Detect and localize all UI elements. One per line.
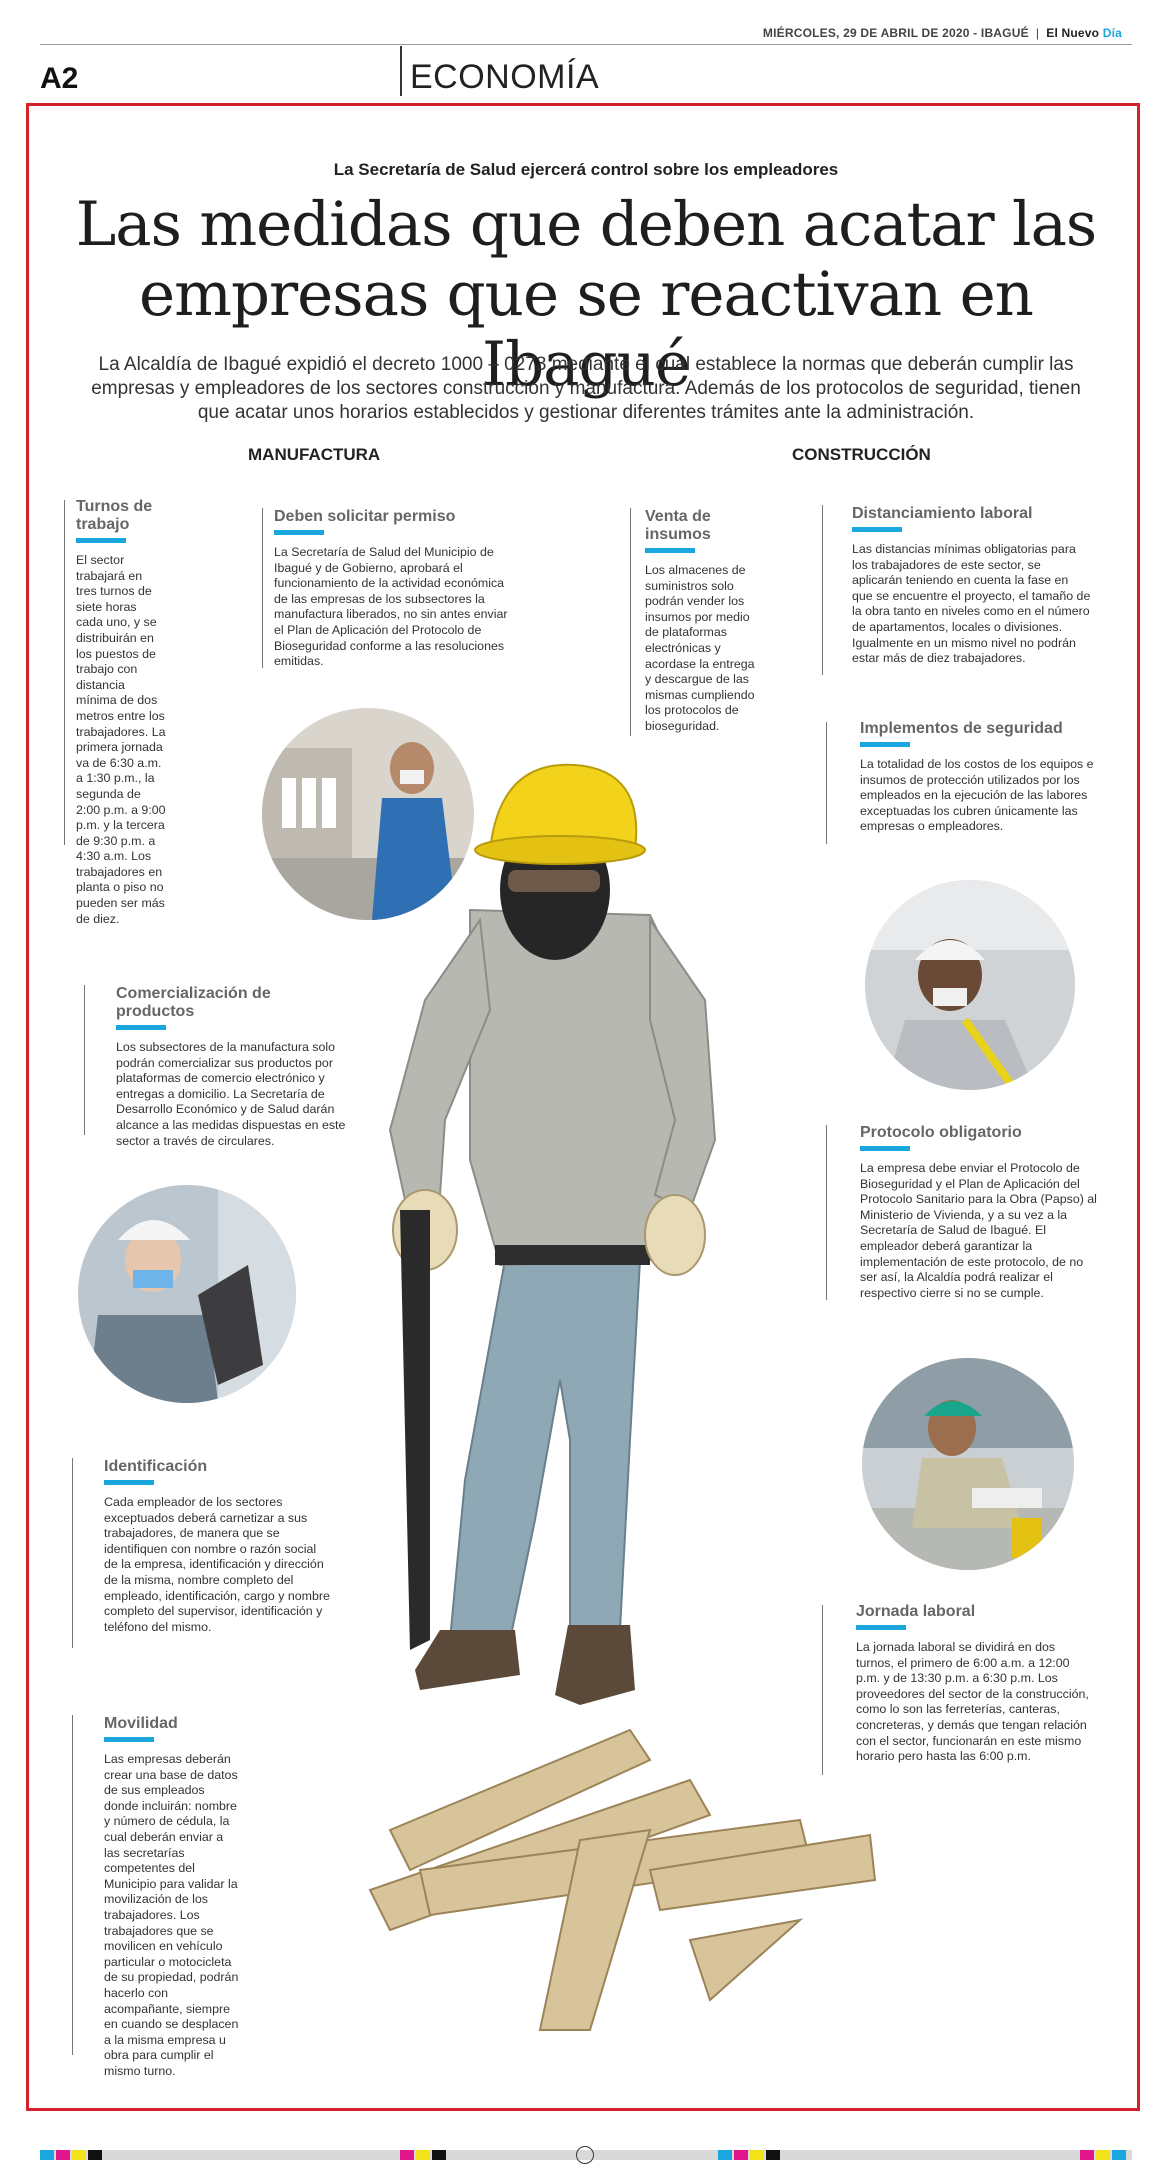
item-movilidad — [104, 1715, 242, 2079]
dek: La Alcaldía de Ibagué expidió el decreto 1000 – 0273 mediante el cual establece la normas que deberán cumplir las empresas y empleadores de los sectores construcción y manufactura. Además de los protocolos de seguridad, tienen que acatar unos horarios establecidos y gestionar diferentes trámites ante la administración. — [91, 354, 1081, 423]
item-title-movilidad: Movilidad — [104, 1715, 178, 1732]
item-body-jornada: La jornada laboral se dividirá en dos turnos, el primero de 6:00 a.m. a 12:00 p.m. y de 13:30 p.m. a 6:30 p.m. Los proveedores del sector de la construcción, como lo son las ferreterías, canteras, concreteras, y demás que tengan relación con el sector, funcionarán en este mismo horario pero hasta las 6:00 p.m. — [856, 1640, 1089, 1764]
kicker: La Secretaría de Salud ejercerá control sobre los empleadores — [333, 160, 839, 179]
accent-rule — [104, 1480, 154, 1485]
item-body-movilidad: Las empresas deberán crear una base de datos de sus empleados donde incluirán: nombre y número de cédula, la cual deberán enviar a las secretarías competentes del Municipio para validar la movilización de los trabajadores. Los trabajadores que se movilicen en vehículo particular o motocicleta de su propiedad, podrán hacerlo con acompañante, siempre en cuando se desplacen a la misma empresa u obra para cumplir el mismo turno. — [104, 1752, 239, 2078]
item-title-turnos: Turnos de trabajo — [76, 498, 153, 533]
registration-magenta — [400, 2150, 414, 2160]
section-title: ECONOMÍA — [410, 58, 600, 96]
dateline: MIÉRCOLES, 29 DE ABRIL DE 2020 - IBAGUÉ | El Nuevo Día — [762, 26, 1122, 40]
accent-rule — [856, 1625, 906, 1630]
construction-worker-illustration — [330, 740, 890, 2040]
registration-magenta — [1080, 2150, 1094, 2160]
accent-rule — [76, 538, 126, 543]
registration-black — [766, 2150, 780, 2160]
section-divider — [400, 46, 402, 96]
column-head-manufactura: MANUFACTURA — [248, 445, 381, 464]
header-rule — [40, 44, 1132, 45]
page-number: A2 — [40, 62, 79, 95]
brand-name-accent: Día — [1102, 26, 1122, 40]
item-comercializacion — [116, 985, 346, 1149]
accent-rule — [645, 548, 695, 553]
item-identificacion — [104, 1458, 332, 1635]
accent-rule — [852, 527, 902, 532]
item-body-implementos: La totalidad de los costos de los equipos e insumos de protección utilizados por los empleados en la ejecución de las labores exceptuadas los cubren únicamente las empresas o empleadores. — [860, 757, 1094, 834]
item-turnos — [76, 498, 166, 927]
item-title-jornada: Jornada laboral — [856, 1603, 976, 1620]
accent-rule — [860, 1146, 910, 1151]
registration-yellow — [1096, 2150, 1110, 2160]
headline-line-1: Las medidas que deben acatar las — [75, 189, 1097, 260]
item-title-comercializacion: Comercialización de productos — [116, 985, 271, 1020]
registration-yellow — [750, 2150, 764, 2160]
item-jornada — [856, 1603, 1096, 1765]
accent-rule — [860, 742, 910, 747]
registration-yellow — [416, 2150, 430, 2160]
brand-logo — [1046, 26, 1122, 40]
brand-name: El Nuevo — [1046, 26, 1103, 40]
headline-line-2: empresas que se reactivan en Ibagué — [139, 259, 1033, 400]
item-body-distanciamiento: Las distancias mínimas obligatorias para los trabajadores de este sector, se aplicarán teniendo en cuenta la fase en que se encuentre el proyecto, el tamaño de la obra tanto en niveles como en el número de apartamentos, locales o divisiones. Igualmente en un mismo nivel no podrán estar más de diez trabajadores. — [852, 542, 1091, 666]
column-head-construccion: CONSTRUCCIÓN — [792, 445, 931, 464]
item-body-turnos: El sector trabajará en tres turnos de siete horas cada uno, y se distribuirán en los puestos de trabajo con distancia mínima de dos metros entre los trabajadores. La primera jornada va de 6:30 a.m. a 1:30 p.m., la segunda de 2:00 p.m. a 9:00 p.m. y la tercera de 9:30 p.m. a 4:30 a.m. Los trabajadores en planta o piso no pueden ser más de diez. — [76, 553, 166, 926]
item-implementos — [860, 720, 1095, 835]
accent-rule — [274, 530, 324, 535]
item-body-venta: Los almacenes de suministros solo podrán vender los insumos por medio de plataformas electrónicas y acordase la entrega y descargue de las mismas cumpliendo los protocolos de bioseguridad. — [645, 563, 755, 733]
photo-thumbs-up — [78, 1185, 296, 1403]
accent-rule — [104, 1737, 154, 1742]
crosshair-icon — [576, 2146, 594, 2164]
item-venta — [645, 508, 755, 735]
registration-yellow — [72, 2150, 86, 2160]
item-distanciamiento — [852, 505, 1092, 667]
item-protocolo — [860, 1124, 1100, 1301]
photo-worker-measuring — [862, 1358, 1074, 1570]
photo-seamstress — [262, 708, 474, 920]
registration-cyan — [718, 2150, 732, 2160]
registration-magenta — [56, 2150, 70, 2160]
registration-black — [88, 2150, 102, 2160]
accent-rule — [116, 1025, 166, 1030]
item-title-venta: Venta de insumos — [645, 508, 711, 543]
item-title-distanciamiento: Distanciamiento laboral — [852, 505, 1033, 522]
registration-magenta — [734, 2150, 748, 2160]
item-title-permiso: Deben solicitar permiso — [274, 508, 456, 525]
registration-cyan — [1112, 2150, 1126, 2160]
item-title-identificacion: Identificación — [104, 1458, 208, 1475]
dateline-text: MIÉRCOLES, 29 DE ABRIL DE 2020 - IBAGUÉ — [762, 26, 1029, 40]
registration-black — [432, 2150, 446, 2160]
item-title-protocolo: Protocolo obligatorio — [860, 1124, 1022, 1141]
item-body-protocolo: La empresa debe enviar el Protocolo de Bioseguridad y el Plan de Aplicación del Protocolo Sanitario para la Obra (Papso) al Ministerio de Vivienda, y a su vez a la Secretaría de Salud de Ibagué. El empleador deberá garantizar la implementación de este protocolo, de no ser así, la Alcaldía podrá realizar el respectivo cierre si no se cumple. — [860, 1161, 1097, 1300]
item-body-comercializacion: Los subsectores de la manufactura solo podrán comercializar sus productos por plataformas de comercio electrónico y entregas a domicilio. La Secretaría de Desarrollo Económico y de Salud darán alcance a las medidas dispuestas en este sector a través de circulares. — [116, 1040, 346, 1148]
registration-cyan — [40, 2150, 54, 2160]
item-body-identificacion: Cada empleador de los sectores exceptuados deberá carnetizar a sus trabajadores, de manera que se identifiquen con nombre o razón social de la empresa, identificación y dirección de la misma, nombre completo del empleado, identificación, cargo y nombre completo del supervisor, identificación y teléfono del mismo. — [104, 1495, 330, 1634]
photo-worker-mask — [865, 880, 1075, 1090]
item-body-permiso: La Secretaría de Salud del Municipio de Ibagué y de Gobierno, aprobará el funcionamiento de la actividad económica de las empresas de los subsectores la manufactura liberados, no sin antes enviar el Plan de Aplicación del Protocolo de Bioseguridad conforme a las resoluciones emitidas. — [274, 545, 508, 669]
item-title-implementos: Implementos de seguridad — [860, 720, 1063, 737]
item-permiso — [274, 508, 514, 670]
